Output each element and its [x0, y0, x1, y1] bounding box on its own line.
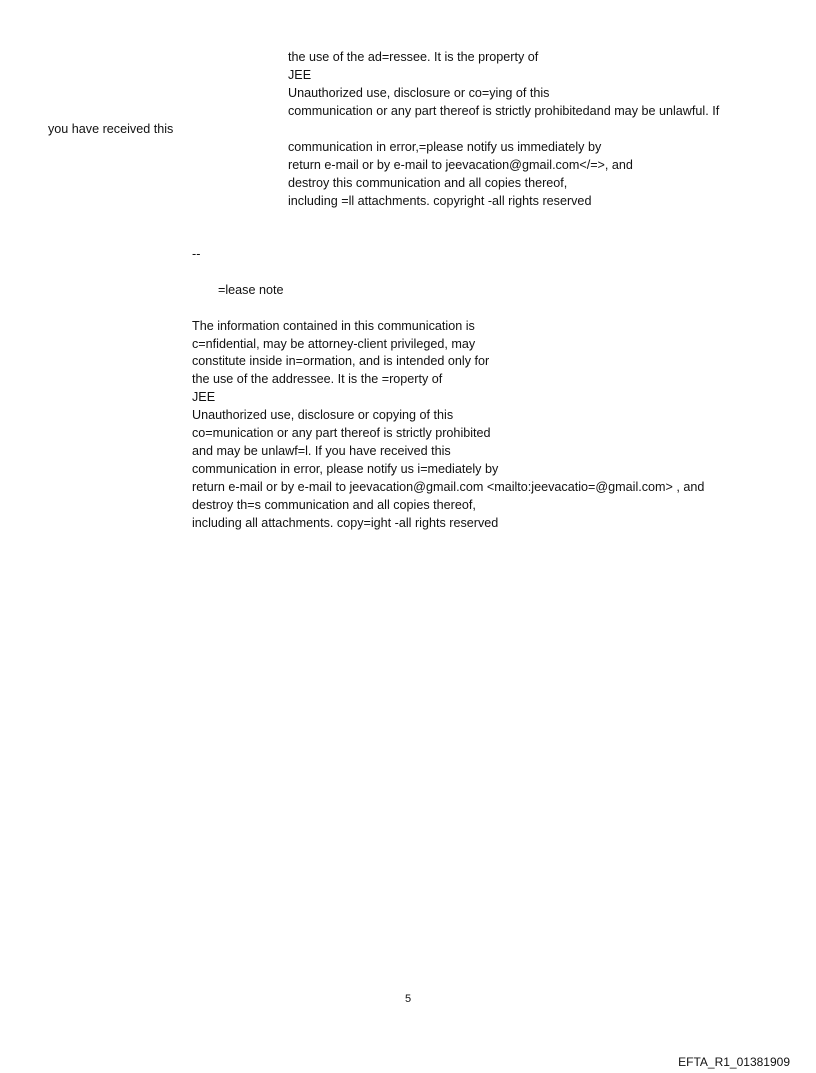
disclaimer-line: JEE — [288, 68, 312, 82]
disclaimer-line: destroy this communication and all copies thereof, — [288, 176, 568, 190]
disclaimer-line: the use of the ad=ressee. It is the property of — [288, 50, 539, 64]
disclaimer-line: c=nfidential, may be attorney-client privileged, may — [192, 337, 476, 351]
disclaimer-line: communication in error,=please notify us immediately by — [288, 140, 602, 154]
disclaimer-line: communication or any part thereof is strictly prohibitedand may be unlawful. If — [288, 104, 720, 118]
note-heading: =lease note — [218, 283, 284, 297]
disclaimer-line: Unauthorized use, disclosure or co=ying of this — [288, 86, 550, 100]
disclaimer-line: constitute inside in=ormation, and is intended only for — [192, 354, 490, 368]
disclaimer-line: Unauthorized use, disclosure or copying of this — [192, 408, 454, 422]
bates-number: EFTA_R1_01381909 — [678, 1055, 790, 1069]
disclaimer-line: JEE — [192, 390, 216, 404]
disclaimer-line: destroy th=s communication and all copies thereof, — [192, 498, 476, 512]
disclaimer-line: the use of the addressee. It is the =roperty of — [192, 372, 443, 386]
disclaimer-line: co=munication or any part thereof is strictly prohibited — [192, 426, 491, 440]
disclaimer-line: including all attachments. copy=ight -all rights reserved — [192, 516, 499, 530]
disclaimer-line: including =ll attachments. copyright -all rights reserved — [288, 194, 592, 208]
disclaimer-line: return e-mail or by e-mail to jeevacation@gmail.com <mailto:jeevacatio=@gmail.com> , and — [192, 480, 705, 494]
disclaimer-line: return e-mail or by e-mail to jeevacation@gmail.com</=>, and — [288, 158, 633, 172]
disclaimer-line-wrapped: you have received this — [48, 122, 174, 136]
disclaimer-line: and may be unlawf=l. If you have received this — [192, 444, 451, 458]
signature-separator: -- — [192, 247, 201, 261]
disclaimer-line: The information contained in this communication is — [192, 319, 475, 333]
page-number: 5 — [404, 993, 412, 1005]
disclaimer-line: communication in error, please notify us i=mediately by — [192, 462, 499, 476]
